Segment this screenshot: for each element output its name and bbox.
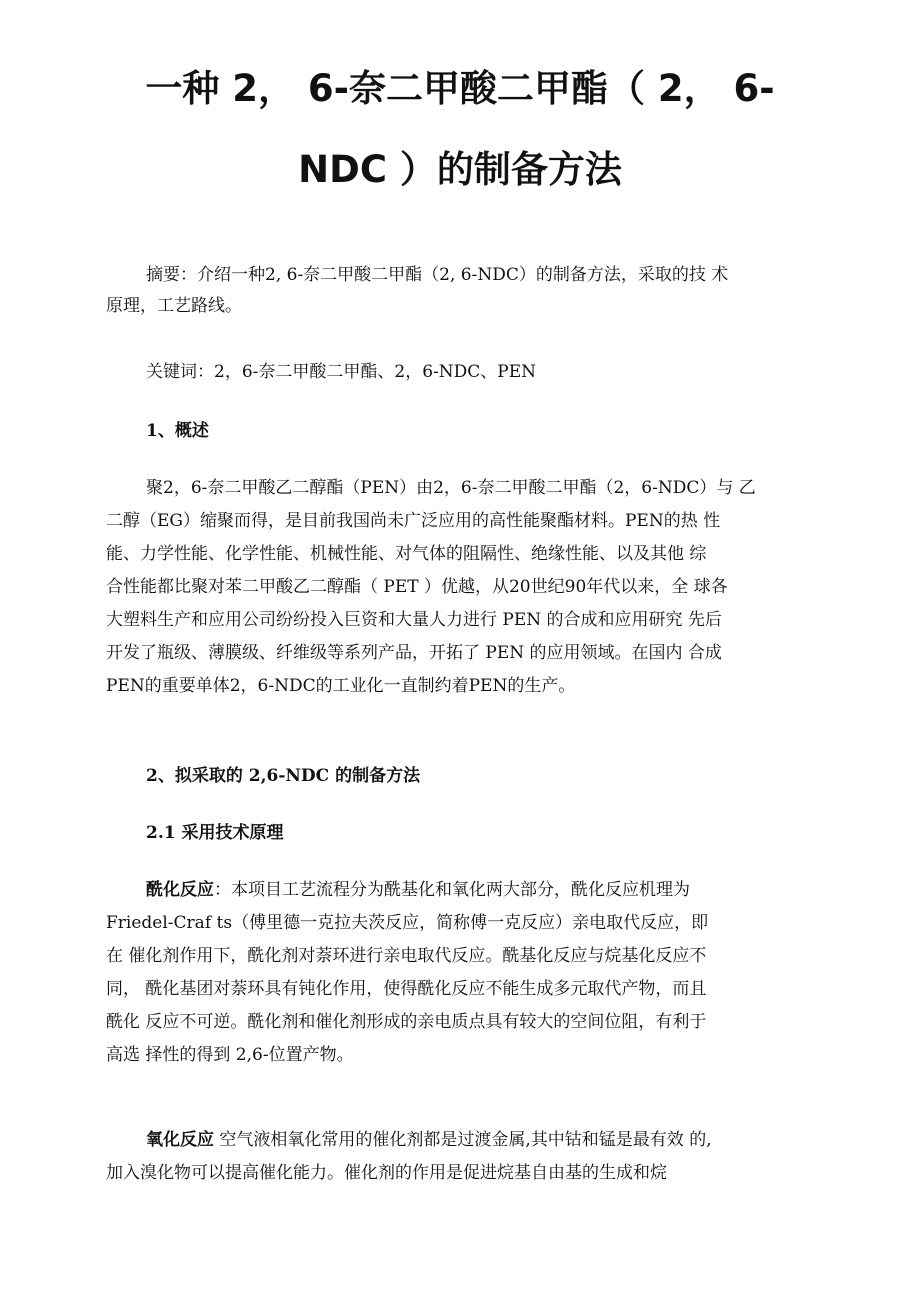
section-1-line-4: 合性能都比聚对苯二甲酸乙二醇酯（ PET ）优越，从20世纪90年代以来，全 球各 (106, 577, 728, 597)
document-title-line-2: NDC ）的制备方法 (298, 148, 622, 191)
keywords-line: 关键词：2，6-奈二甲酸二甲酯、2，6-NDC、PEN (146, 362, 536, 382)
oxidation-line-1-text: 空气液相氧化常用的催化剂都是过渡金属,其中钴和锰是最有效 的, (214, 1130, 712, 1150)
acylation-line-1 (106, 880, 818, 900)
section-1-line-2: 二醇（EG）缩聚而得，是目前我国尚未广泛应用的高性能聚酯材料。PEN的热 性 (106, 511, 721, 531)
abstract-paragraph (106, 265, 818, 316)
section-2-1-heading: 2.1 采用技术原理 (146, 823, 284, 843)
section-1-line-5: 大塑料生产和应用公司纷纷投入巨资和大量人力进行 PEN 的合成和应用研究 先后 (106, 610, 722, 630)
section-1-line-1: 聚2，6-奈二甲酸乙二醇酯（PEN）由2，6-奈二甲酸二甲酯（2，6-NDC）与 乙 (146, 478, 756, 498)
acylation-line-2: Friedel-Craf ts（傅里德一克拉夫茨反应，简称傅一克反应）亲电取代反应，即 (106, 913, 709, 933)
oxidation-line-1 (106, 1130, 818, 1150)
acylation-paragraph (106, 880, 818, 1065)
section-1-line-7: PEN的重要单体2，6-NDC的工业化一直制约着PEN的生产。 (106, 676, 576, 696)
section-2-heading: 2、拟采取的 2,6-NDC 的制备方法 (146, 766, 421, 786)
abstract-line-1: 摘要：介绍一种2, 6-奈二甲酸二甲酯（2, 6-NDC）的制备方法，采取的技 术 (146, 265, 729, 285)
section-1-line-3: 能、力学性能、化学性能、机械性能、对气体的阻隔性、绝缘性能、以及其他 综 (106, 544, 707, 564)
acylation-line-1-text: ：本项目工艺流程分为酰基化和氧化两大部分，酰化反应机理为 (214, 880, 690, 900)
abstract-line-2: 原理，工艺路线。 (106, 296, 242, 316)
acylation-line-6: 高选 择性的得到 2,6-位置产物。 (106, 1045, 354, 1065)
acylation-line-4: 同， 酰化基团对萘环具有钝化作用，使得酰化反应不能生成多元取代产物，而且 (106, 979, 707, 999)
section-1-paragraph (106, 478, 818, 696)
document-title-line-1: 一种 2， 6-奈二甲酸二甲酯（ 2， 6- (145, 67, 775, 110)
acylation-line-3: 在 催化剂作用下，酰化剂对萘环进行亲电取代反应。酰基化反应与烷基化反应不 (106, 946, 707, 966)
section-1-line-6: 开发了瓶级、薄膜级、纤维级等系列产品，开拓了 PEN 的应用领域。在国内 合成 (106, 643, 722, 663)
oxidation-paragraph (106, 1130, 818, 1183)
acylation-line-5: 酰化 反应不可逆。酰化剂和催化剂形成的亲电质点具有较大的空间位阻，有利于 (106, 1012, 707, 1032)
acylation-label: 酰化反应 (146, 880, 214, 900)
section-1-heading: 1、概述 (146, 421, 209, 441)
oxidation-label: 氧化反应 (146, 1130, 214, 1150)
oxidation-line-2: 加入溴化物可以提高催化能力。催化剂的作用是促进烷基自由基的生成和烷 (106, 1163, 667, 1183)
